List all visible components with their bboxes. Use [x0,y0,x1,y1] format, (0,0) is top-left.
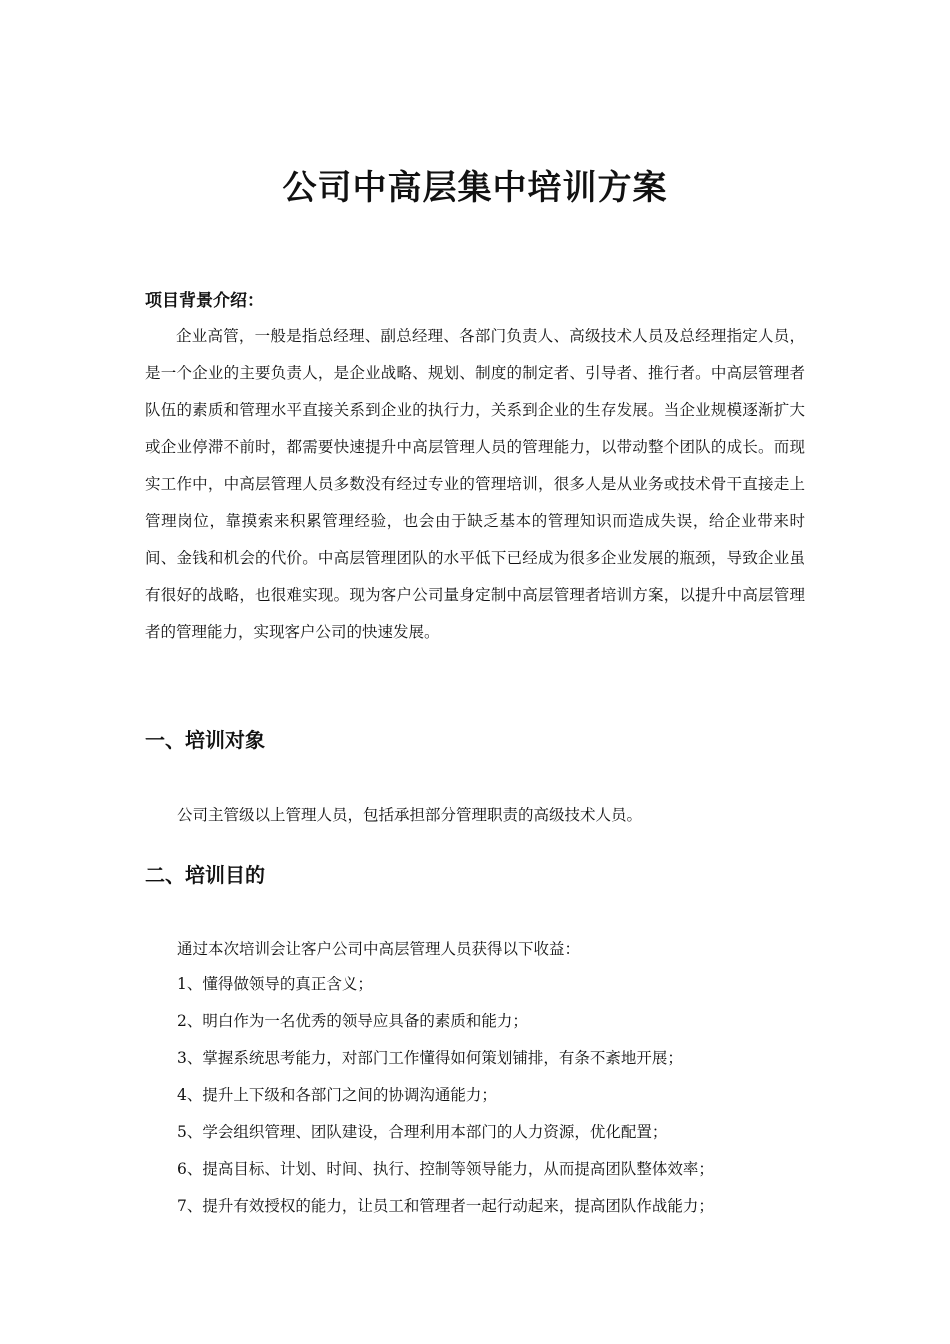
list-item: 5、学会组织管理、团队建设，合理利用本部门的人力资源，优化配置； [177,1123,668,1141]
background-heading: 项目背景介绍： [145,291,264,311]
section2-intro: 通过本次培训会让客户公司中高层管理人员获得以下收益： [177,940,581,958]
benefits-list [177,971,714,1230]
list-item: 3、掌握系统思考能力，对部门工作懂得如何策划铺排，有条不紊地开展； [177,1049,683,1067]
document-title: 公司中高层集中培训方案 [282,168,668,208]
list-item: 7、提升有效授权的能力，让员工和管理者一起行动起来，提高团队作战能力； [177,1197,714,1215]
section1-text: 公司主管级以上管理人员，包括承担部分管理职责的高级技术人员。 [177,806,643,824]
list-item: 6、提高目标、计划、时间、执行、控制等领导能力，从而提高团队整体效率； [177,1160,714,1178]
list-item: 4、提升上下级和各部门之间的协调沟通能力； [177,1086,497,1104]
background-paragraph: 企业高管，一般是指总经理、副总经理、各部门负责人、高级技术人员及总经理指定人员，是一个企业的主要负责人，是企业战略、规划、制度的制定者、引导者、推行者。中高层管理者队伍的素质和管理水平直接关系到企业的执行力，关系到企业的生存发展。当企业规模逐渐扩大或企业停滞不前时，都需要快速提升中高层管理人员的管理能力，以带动整个团队的成长。而现实工作中，中高层管理人员多数没有经过专业的管理培训，很多人是从业务或技术骨干直接走上管理岗位，靠摸索来积累管理经验，也会由于缺乏基本的管理知识而造成失误，给企业带来时间、金钱和机会的代价。中高层管理团队的水平低下已经成为很多企业发展的瓶颈，导致企业虽有很好的战略，也很难实现。现为客户公司量身定制中高层管理者培训方案，以提升中高层管理者的管理能力，实现客户公司的快速发展。 [145,327,805,641]
list-item: 2、明白作为一名优秀的领导应具备的素质和能力； [177,1012,528,1030]
section2-heading: 二、培训目的 [145,863,265,887]
list-item: 1、懂得做领导的真正含义； [177,975,373,993]
section1-heading: 一、培训对象 [145,728,265,752]
